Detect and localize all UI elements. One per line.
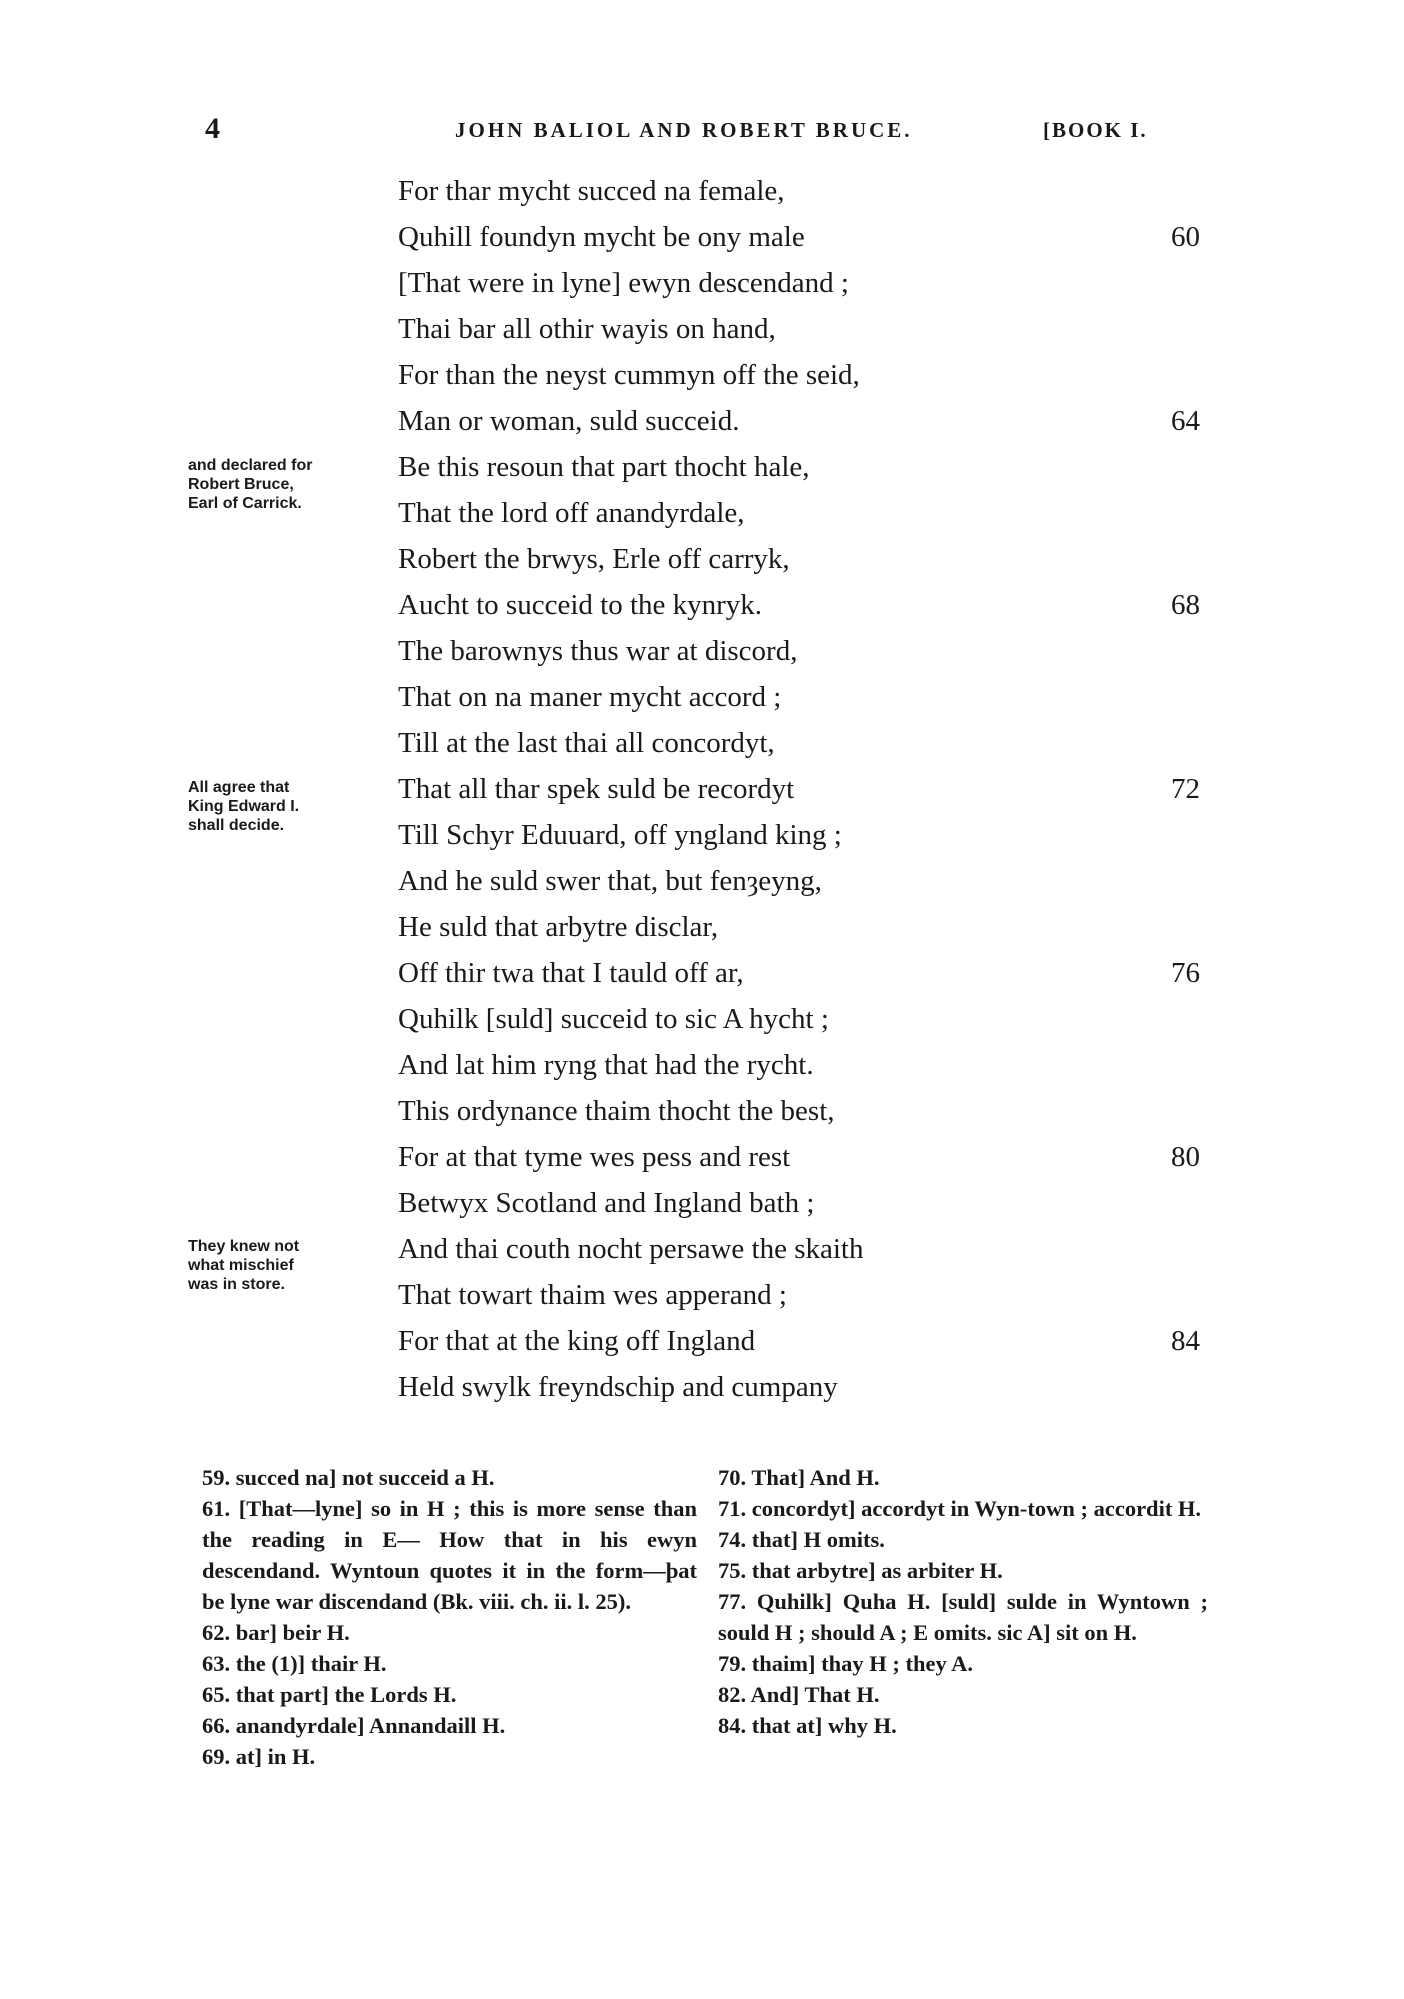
footnote: 69. at] in H. [202, 1744, 316, 1769]
line-number: 72 [1171, 773, 1200, 805]
footnote: 82. And] That H. [718, 1682, 880, 1707]
sidenote-line: Robert Bruce, [188, 476, 294, 493]
verse-line-text: Held swylk freyndschip and cumpany [398, 1371, 838, 1403]
sidenote-line: All agree that [188, 779, 290, 796]
line-number: 84 [1171, 1325, 1200, 1357]
verse-line-text: Till at the last thai all concordyt, [398, 727, 775, 759]
verse-line-text: For thar mycht succed na female, [398, 175, 785, 207]
book-label: [BOOK I. [1043, 118, 1148, 142]
sidenote-bruce [188, 456, 312, 513]
footnote: 71. concordyt] accordyt in Wyn-town ; accordit H. [718, 1496, 1202, 1521]
verse-line-text: Thai bar all othir wayis on hand, [398, 313, 776, 345]
verse-line-text: For than the neyst cummyn off the seid, [398, 359, 860, 391]
sidenote-line: shall decide. [188, 817, 285, 834]
sidenote-line: and declared for [188, 457, 313, 474]
verse-line-text: And thai couth nocht persawe the skaith [398, 1233, 864, 1265]
verse-line-text: [That were in lyne] ewyn descendand ; [398, 267, 849, 299]
line-number: 68 [1171, 589, 1200, 621]
sidenote-line: Earl of Carrick. [188, 495, 302, 512]
verse-line-text: For at that tyme wes pess and rest [398, 1141, 791, 1173]
line-number: 64 [1171, 405, 1200, 437]
verse-line-text: And he suld swer that, but fenȝeyng, [398, 865, 822, 897]
footnote: 75. that arbytre] as arbiter H. [718, 1558, 1003, 1583]
sidenote-line: King Edward I. [188, 798, 300, 815]
verse-line-text: That on na maner mycht accord ; [398, 681, 782, 713]
line-number: 76 [1171, 957, 1200, 989]
footnote: 59. succed na] not succeid a H. [202, 1465, 495, 1490]
sidenote-line: what mischief [188, 1257, 294, 1274]
footnote: 77. Quhilk] Quha H. [suld] sulde in Wyntown ; sould H ; should A ; E omits. sic A] sit on H. [718, 1589, 1208, 1645]
sidenote-line: They knew not [188, 1238, 300, 1255]
sidenote-line: was in store. [188, 1276, 285, 1293]
footnote: 84. that at] why H. [718, 1713, 897, 1738]
footnotes-left-column [202, 1462, 697, 1772]
footnote: 63. the (1)] thair H. [202, 1651, 387, 1676]
verse-line-text: That the lord off anandyrdale, [398, 497, 745, 529]
line-number: 80 [1171, 1141, 1200, 1173]
verse-line-text: This ordynance thaim thocht the best, [398, 1095, 835, 1127]
verse-line-text: He suld that arbytre disclar, [398, 911, 719, 943]
verse-line-text: Till Schyr Eduuard, off yngland king ; [398, 819, 842, 851]
page-number: 4 [205, 112, 220, 145]
verse-line-text: Betwyx Scotland and Ingland bath ; [398, 1187, 815, 1219]
verse-line-text: Man or woman, suld succeid. [398, 405, 740, 437]
verse-line-text: Off thir twa that I tauld off ar, [398, 957, 744, 989]
footnote: 66. anandyrdale] Annandaill H. [202, 1713, 506, 1738]
line-number: 60 [1171, 221, 1200, 253]
footnote: 70. That] And H. [718, 1465, 880, 1490]
verse-line-text: Robert the brwys, Erle off carryk, [398, 543, 790, 575]
verse-line-text: Be this resoun that part thocht hale, [398, 451, 810, 483]
sidenote-mischief [188, 1237, 299, 1294]
footnote: 79. thaim] thay H ; they A. [718, 1651, 973, 1676]
footnote: 61. [That—lyne] so in H ; this is more sense than the reading in E— How that in his ewyn descendand. Wyntoun quotes it in the form—þat be lyne war discendand (Bk. viii. ch. ii. l. 25). [202, 1496, 697, 1614]
verse-line-text: For that at the king off Ingland [398, 1325, 756, 1357]
footnote: 65. that part] the Lords H. [202, 1682, 457, 1707]
verse-line-text: Quhilk [suld] succeid to sic A hycht ; [398, 1003, 829, 1035]
verse-line-text: And lat him ryng that had the rycht. [398, 1049, 814, 1081]
verse-line-text: That towart thaim wes apperand ; [398, 1279, 787, 1311]
sidenote-edward [188, 778, 299, 835]
footnote: 74. that] H omits. [718, 1527, 885, 1552]
verse-line-text: Quhill foundyn mycht be ony male [398, 221, 805, 253]
footnotes-right-column [718, 1462, 1208, 1741]
verse-line-text: Aucht to succeid to the kynryk. [398, 589, 763, 621]
verse-line-text: The barownys thus war at discord, [398, 635, 798, 667]
running-title: JOHN BALIOL AND ROBERT BRUCE. [455, 118, 913, 142]
verse-line-text: That all thar spek suld be recordyt [398, 773, 795, 805]
footnote: 62. bar] beir H. [202, 1620, 350, 1645]
running-header [200, 112, 1200, 152]
